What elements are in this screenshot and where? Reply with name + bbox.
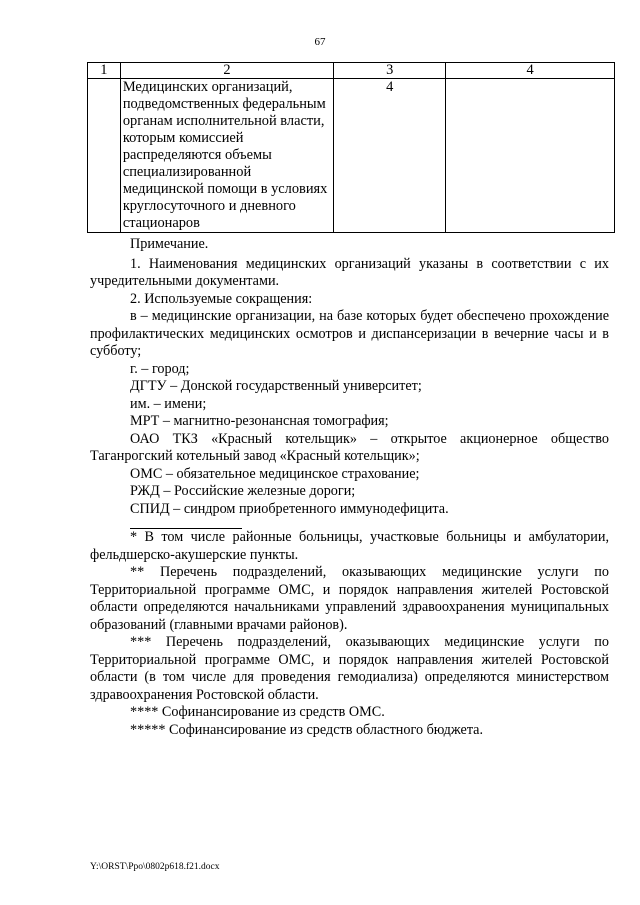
- table-header-row: [88, 63, 615, 79]
- abbreviation-item: ОАО ТКЗ «Красный котельщик» – открытое акционерное общество Таганрогский котельный завод «Красный котельщик»;: [90, 430, 609, 464]
- abbreviation-item: ДГТУ – Донской государственный университет;: [130, 378, 422, 394]
- note-item: 2. Используемые сокращения:: [130, 290, 313, 307]
- table-cell-organization: Медицинских организаций, подведомственных федеральным органам исполнительной власти, которым комиссией распределяются объемы специализированной медицинской помощи в условиях круглосуточного и дневного стационаров: [120, 79, 333, 233]
- table-header-cell: 2: [120, 63, 333, 79]
- abbreviation-item: в – медицинские организации, на базе которых будет обеспечено прохождение профилактических медицинских осмотров и диспансеризации в вечерние часы и в субботу;: [90, 308, 609, 359]
- footnote: **** Софинансирование из средств ОМС.: [130, 704, 385, 720]
- abbreviation-item: МРТ – магнитно-резонансная томография;: [130, 413, 389, 429]
- abbreviation-item: ОМС – обязательное медицинское страхование;: [130, 465, 420, 482]
- footnote: * В том числе районные больницы, участковые больницы и амбулатории, фельдшерско-акушерские пункты.: [90, 529, 609, 563]
- table-header-cell: 3: [334, 63, 446, 79]
- table-header-cell: 1: [88, 63, 121, 79]
- table-row: [88, 79, 615, 233]
- page-number: 67: [314, 36, 326, 48]
- abbreviation-item: РЖД – Российские железные дороги;: [130, 483, 356, 499]
- footer-file-path: Y:\ORST\Ppo\0802p618.f21.docx: [90, 862, 220, 872]
- notes-section: [90, 236, 609, 739]
- abbreviation-item: им. – имени;: [130, 395, 207, 412]
- note-item: 1. Наименования медицинских организаций указаны в соответствии с их учредительными документами.: [90, 255, 609, 289]
- footnote: ***** Софинансирование из средств областного бюджета.: [130, 721, 484, 738]
- table-cell-value: 4: [334, 79, 446, 233]
- abbreviation-item: СПИД – синдром приобретенного иммунодефицита.: [130, 500, 449, 517]
- footnote: *** Перечень подразделений, оказывающих медицинские услуги по Территориальной программе ОМС, и порядок направления жителей Ростовской области (в том числе для проведения гемодиализа) определяются министерством здравоохранения Ростовской области.: [90, 634, 609, 703]
- abbreviation-item: г. – город;: [130, 360, 190, 377]
- notes-title: Примечание.: [130, 236, 209, 252]
- footnote: ** Перечень подразделений, оказывающих медицинские услуги по Территориальной программе ОМС, и порядок направления жителей Ростовской области определяются начальниками управлений здравоохранения муниципальных образований (главными врачами районов).: [90, 564, 609, 633]
- table-cell: [446, 79, 615, 233]
- document-table: [87, 62, 615, 233]
- table-cell: [88, 79, 121, 233]
- table-header-cell: 4: [446, 63, 615, 79]
